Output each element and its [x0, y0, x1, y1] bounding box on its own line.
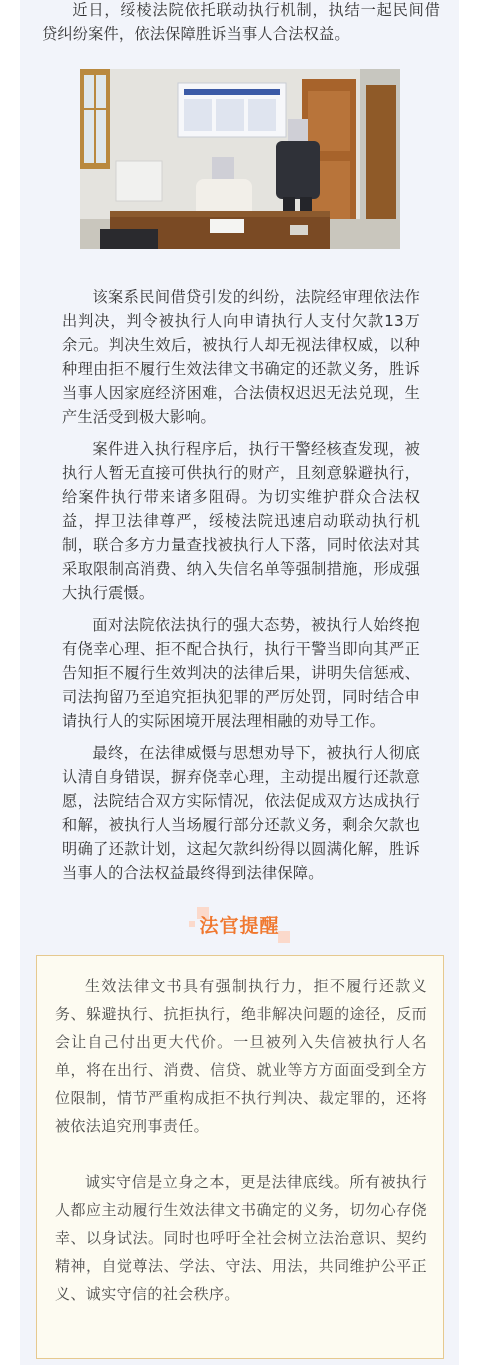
- tips-paragraph: 诚实守信是立身之本，更是法律底线。所有被执行人都应主动履行生效法律文书确定的义务，切勿心存侥幸、以身试法。同时也呼吁全社会树立法治意识、契约精神，自觉尊法、学法、守法、用法，共同维护公平正义、诚实守信的社会秩序。: [55, 1173, 427, 1303]
- intro-paragraph: 近日，绥棱法院依托联动执行机制，执结一起民间借贷纠纷案件，依法保障胜诉当事人合法权益。: [42, 1, 440, 43]
- body-paragraph: 最终，在法律威慑与思想劝导下，被执行人彻底认清自身错误，摒弃侥幸心理，主动提出履行还款意愿，法院结合双方实际情况，依法促成双方达成执行和解，被执行人当场履行部分还款义务，剩余欠款也明确了还款计划，这起欠款纠纷得以圆满化解，胜诉当事人的合法权益最终得到法律保障。: [62, 744, 420, 882]
- tips-paragraph: 生效法律文书具有强制执行力，拒不履行还款义务、躲避执行、抗拒执行，绝非解决问题的途径，反而会让自己付出更大代价。一旦被列入失信被执行人名单，将在出行、消费、信贷、就业等方方面面受到全方位限制，情节严重构成拒不执行判决、裁定罪的，还将被依法追究刑事责任。: [55, 977, 427, 1135]
- body-paragraph: 案件进入执行程序后，执行干警经核查发现，被执行人暂无直接可供执行的财产，且刻意躲避执行，给案件执行带来诸多阻碍。为切实维护群众合法权益，捍卫法律尊严，绥棱法院迅速启动联动执行机制，联合多方力量查找被执行人下落，同时依法对其采取限制高消费、纳入失信名单等强制措施，形成强大执行震慑。: [62, 440, 420, 602]
- judge-tips-heading: [0, 905, 479, 945]
- court-photo: [80, 69, 400, 249]
- judge-tips-box: [36, 955, 444, 1359]
- body-paragraph: 面对法院依法执行的强大态势，被执行人始终抱有侥幸心理、拒不配合执行，执行干警当即向其严正告知拒不履行生效判决的法律后果，讲明失信惩戒、司法拘留乃至追究拒执犯罪的严厉处罚，同时结合申请执行人的实际困境开展法理相融的劝导工作。: [62, 616, 420, 730]
- judge-tips-title: 法官提醒: [199, 915, 280, 937]
- body-paragraph: 该案系民间借贷引发的纠纷，法院经审理依法作出判决，判令被执行人向申请执行人支付欠款13万余元。判决生效后，被执行人却无视法律权威，以种种理由拒不履行生效法律文书确定的还款义务，胜诉当事人因家庭经济困难，合法债权迟迟无法兑现，生产生活受到极大影响。: [62, 288, 420, 426]
